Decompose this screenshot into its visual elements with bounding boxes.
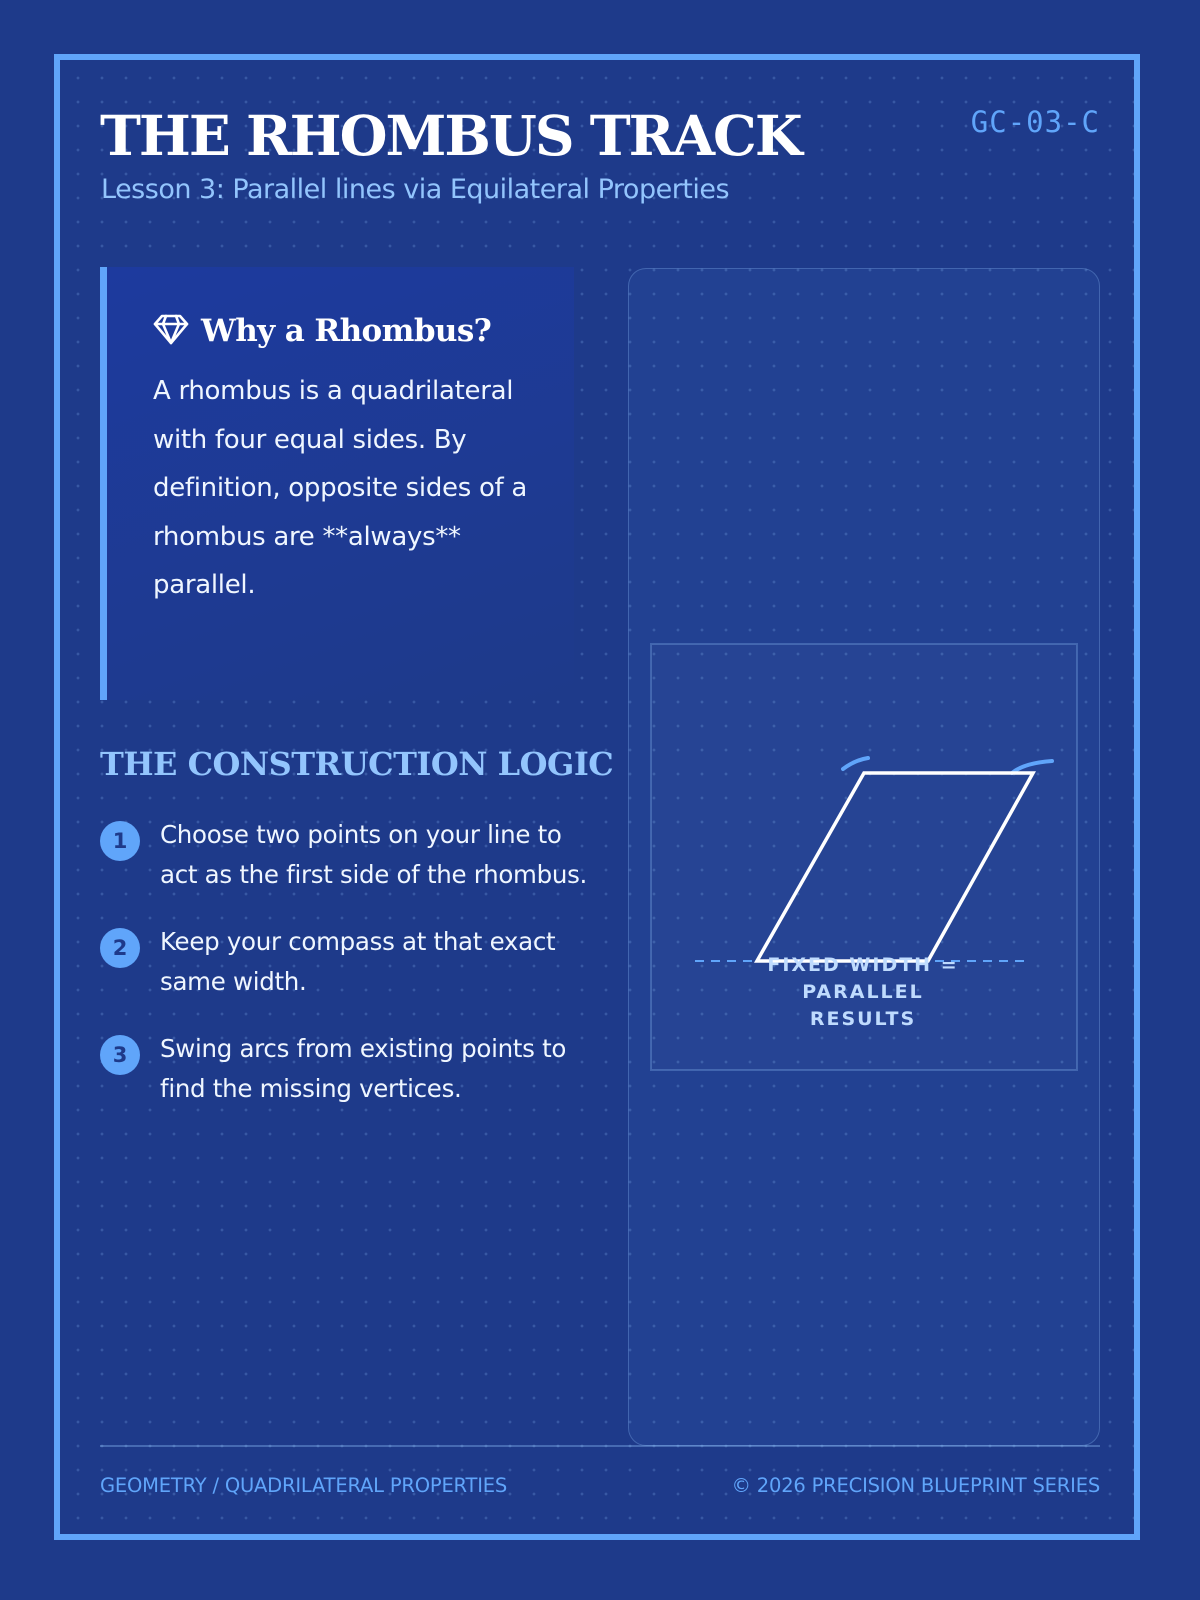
step-number-badge: 1 (100, 821, 140, 861)
page-subtitle: Lesson 3: Parallel lines via Equilateral Properties (101, 174, 730, 205)
construction-step (100, 815, 590, 895)
step-text: Keep your compass at that exact same width. (160, 927, 556, 996)
lesson-code: GC-03-C (970, 105, 1100, 139)
step-text: Swing arcs from existing points to find the missing vertices. (160, 1034, 567, 1103)
construction-step (100, 1029, 590, 1109)
why-rhombus-callout (100, 267, 574, 700)
construction-step (100, 922, 590, 1002)
step-number-badge: 2 (100, 928, 140, 968)
footer-copyright: © 2026 PRECISION BLUEPRINT SERIES (731, 1474, 1100, 1497)
callout-body: A rhombus is a quadrilateral with four equal sides. By definition, opposite sides of a rhombus are **always** parallel. (153, 376, 527, 600)
construction-steps-list (100, 815, 590, 1136)
footer-category: GEOMETRY / QUADRILATERAL PROPERTIES (100, 1474, 508, 1497)
step-number-badge: 3 (100, 1035, 140, 1075)
footer-divider (100, 1445, 1100, 1447)
construction-logic-title: THE CONSTRUCTION LOGIC (100, 745, 614, 783)
page-title: THE RHOMBUS TRACK (100, 103, 801, 168)
diamond-gem-icon (153, 311, 189, 347)
step-text: Choose two points on your line to act as the first side of the rhombus. (160, 820, 588, 889)
diagram-label: FIXED WIDTH = PARALLEL RESULTS (767, 954, 959, 1030)
callout-title: Why a Rhombus? (201, 313, 492, 349)
